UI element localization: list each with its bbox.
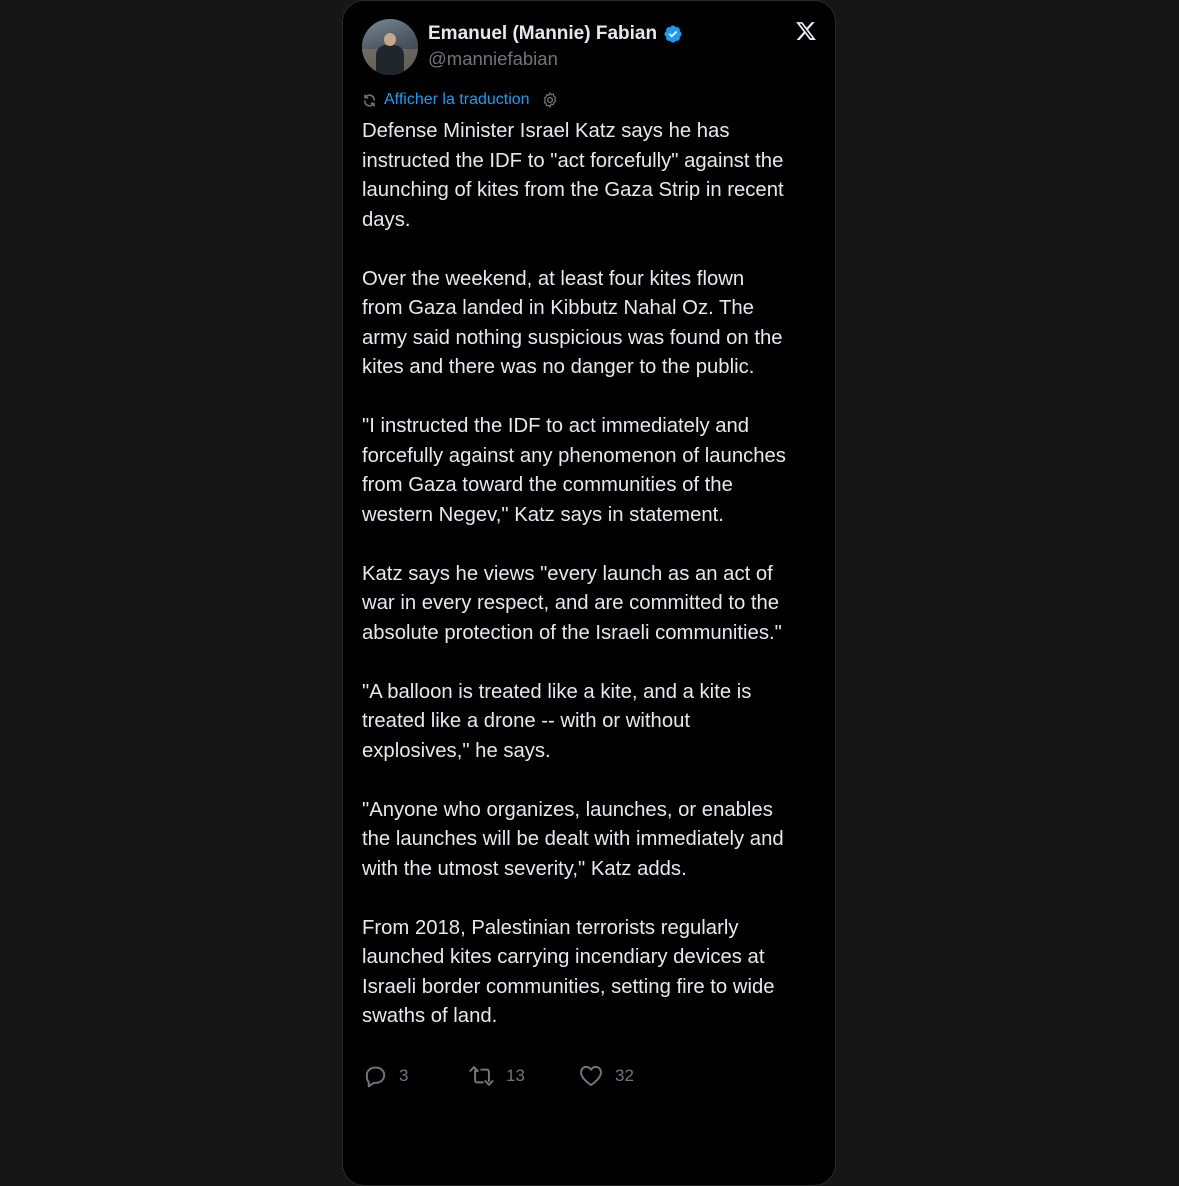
reply-icon [362,1063,388,1089]
author-name[interactable]: Emanuel (Mannie) Fabian [428,23,658,44]
author-name-row [428,23,683,45]
tweet-card[interactable] [342,0,836,1186]
reply-count: 3 [399,1066,409,1085]
tweet-paragraph: Katz says he views "every launch as an act of war in every respect, and are committed to the absolute protection of the Israeli communities." [362,562,782,644]
tweet-text [362,117,827,1061]
show-translation-link[interactable]: Afficher la traduction [384,91,530,108]
tweet-paragraph: "Anyone who organizes, launches, or enables the launches will be dealt with immediately and with the utmost severity," Katz adds. [362,798,784,880]
verified-badge-icon [663,24,683,44]
repost-count: 13 [506,1066,525,1085]
translate-icon [362,93,377,108]
tweet-paragraph: "A balloon is treated like a kite, and a kite is treated like a drone -- with or without explosives," he says. [362,680,752,762]
action-bar [362,1063,762,1089]
tweet-paragraph: Over the weekend, at least four kites flown from Gaza landed in Kibbutz Nahal Oz. The army said nothing suspicious was found on the kites and there was no danger to the public. [362,267,783,378]
translate-row [362,91,559,109]
gear-icon[interactable] [541,91,559,109]
tweet-paragraph: From 2018, Palestinian terrorists regularly launched kites carrying incendiary devices at Israeli border communities, setting fire to wide swaths of land. [362,916,775,1027]
tweet-paragraph: Defense Minister Israel Katz says he has instructed the IDF to "act forcefully" against the launching of kites from the Gaza Strip in recent days. [362,120,784,231]
repost-icon [469,1063,495,1089]
x-logo-icon[interactable] [795,20,817,42]
author-handle[interactable]: @manniefabian [428,48,558,69]
repost-button[interactable] [469,1063,525,1089]
heart-icon [578,1063,604,1089]
tweet-paragraph: "I instructed the IDF to act immediately and forcefully against any phenomenon of launches from Gaza toward the communities of the western Negev," Katz says in statement. [362,415,786,526]
avatar[interactable] [362,19,418,75]
like-count: 32 [615,1066,634,1085]
like-button[interactable] [578,1063,634,1089]
reply-button[interactable] [362,1063,408,1089]
